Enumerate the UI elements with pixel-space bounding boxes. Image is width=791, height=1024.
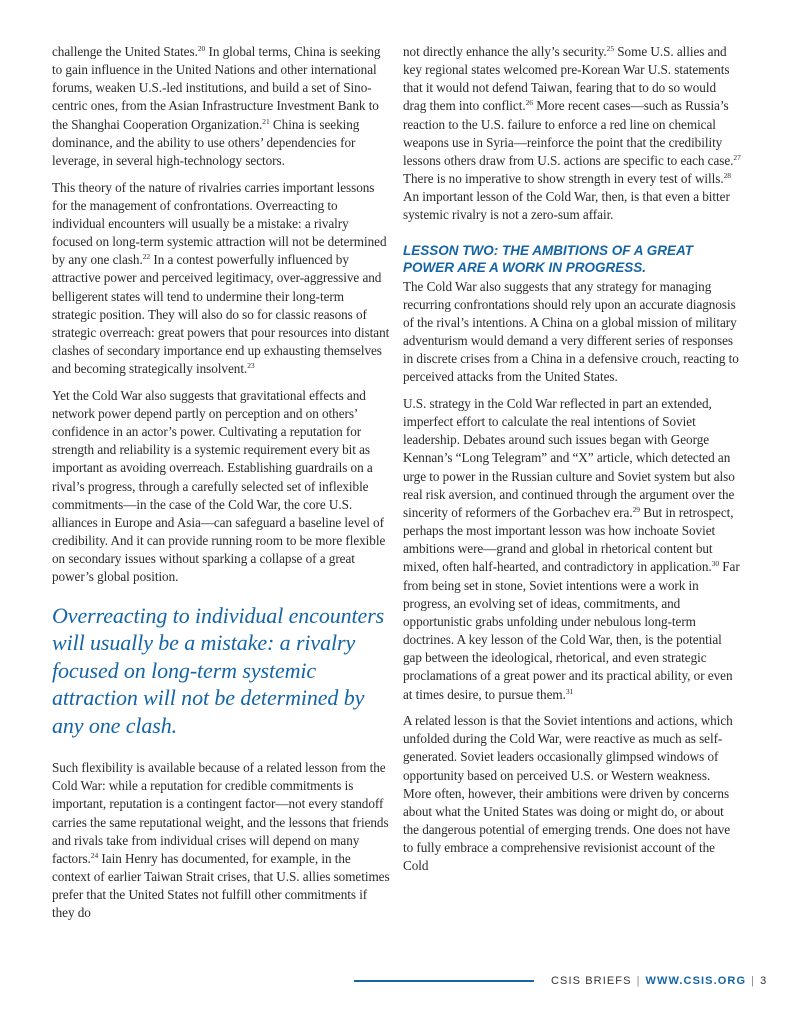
pull-quote: Overreacting to individual encounters will usually be a mistake: a rivalry focused on long-term systemic attraction will not be determined by any one clash. bbox=[52, 602, 385, 738]
paragraph bbox=[403, 395, 741, 704]
text: challenge the United States. bbox=[52, 44, 198, 59]
footer-divider: | bbox=[751, 975, 756, 987]
footnote-ref[interactable]: 21 bbox=[262, 116, 270, 126]
paragraph: The Cold War also suggests that any strategy for managing recurring confrontations should rely upon an accurate diagnosis of the rival’s intentions. A China on a global mission of military adventurism would demand a very different series of responses in discrete crises from a China in a defensive crouch, reacting to perceived attacks from the United States. bbox=[403, 278, 739, 385]
website-link[interactable]: WWW.CSIS.ORG bbox=[645, 975, 747, 987]
footnote-ref[interactable]: 28 bbox=[723, 171, 732, 181]
text: In global terms, China is seeking to gain influence in the United Nations and other international forums, weaken U.S.-led institutions, and build a set of Sino-centric ones, from the Asian Infrastructure Investment Bank to the Shanghai Cooperation Organization. bbox=[52, 44, 381, 132]
footnote-ref[interactable]: 31 bbox=[565, 686, 574, 696]
text: Iain Henry has documented, for example, in the context of earlier Taiwan Strait crises, that U.S. allies sometimes prefer that the United States not fulfill other commitments if they do bbox=[52, 850, 390, 921]
text: China is seeking dominance, and the ability to use others’ dependencies for leverage, in several high-technology sectors. bbox=[52, 116, 360, 168]
text: But in retrospect, perhaps the most important lesson was how inchoate Soviet ambitions were—grand and global in rhetorical content but mixed, often half-hearted, and contradictory in application. bbox=[403, 504, 734, 575]
text: not directly enhance the ally’s security. bbox=[403, 44, 607, 59]
footer-divider: | bbox=[636, 975, 641, 987]
footnote-ref[interactable]: 20 bbox=[197, 44, 206, 53]
left-column bbox=[52, 43, 390, 931]
text: An important lesson of the Cold War, then, is that even a bitter systemic rivalry is not a zero-sum affair. bbox=[403, 189, 730, 223]
footnote-ref[interactable]: 27 bbox=[733, 152, 741, 162]
text: Far from being set in stone, Soviet intentions were a work in progress, an evolving set of ideas, commitments, and opportunistic grabs unfolding under nebulous long-term doctrines. A key lesson of the Cold War, then, is the potential gap between the ideological, rhetorical, and even strategic proclamations of a great power and its practical ability, or even at times desire, to pursue them. bbox=[403, 559, 740, 702]
footer-rule bbox=[354, 980, 534, 982]
text: In a contest powerfully influenced by attractive power and perceived legitimacy, over-aggressive and belligerent states will tend to undermine their long-term strategic position. They will also do so for classic reasons of strategic overreach: great powers that pour resources into distant clashes of secondary importance end up exhausting themselves and becoming strategically insolvent. bbox=[52, 252, 390, 377]
footnote-ref[interactable]: 25 bbox=[606, 44, 615, 53]
text: Such flexibility is available because of a related lesson from the Cold War: while a reputation for credible commitments is important, reputation is a contingent factor—not every standoff carries the same reputational weight, and the lessons that friends and rivals take from individual crises will depend on many factors. bbox=[52, 760, 389, 866]
paragraph bbox=[52, 43, 390, 170]
text: Some U.S. allies and key regional states welcomed pre-Korean War U.S. statements that it would not defend Taiwan, fearing that to do so would drag them into conflict. bbox=[403, 44, 730, 114]
series-name: CSIS BRIEFS bbox=[551, 975, 632, 987]
paragraph bbox=[52, 759, 390, 922]
right-column bbox=[403, 43, 741, 884]
footnote-ref[interactable]: 22 bbox=[142, 252, 151, 262]
footnote-ref[interactable]: 29 bbox=[632, 504, 640, 514]
text: This theory of the nature of rivalries carries important lessons for the management of confrontations. Overreacting to individual encounters will usually be a mistake: a rivalry focused on long-term systemic attraction will not be determined by any one clash. bbox=[52, 179, 387, 268]
footnote-ref[interactable]: 24 bbox=[90, 850, 99, 860]
paragraph bbox=[52, 179, 390, 379]
footnote-ref[interactable]: 30 bbox=[711, 559, 720, 569]
text: More recent cases—such as Russia’s reaction to the U.S. failure to enforce a red line on chemical weapons use in Syria—reinforce the point that the credibility lessons others draw from U.S. actions are specific to each case. bbox=[403, 98, 734, 168]
paragraph bbox=[403, 43, 741, 225]
footnote-ref[interactable]: 23 bbox=[247, 361, 255, 371]
page-footer bbox=[551, 975, 767, 987]
text: There is no imperative to show strength in every test of wills. bbox=[403, 171, 724, 187]
paragraph: A related lesson is that the Soviet intentions and actions, which unfolded during the Cold War, were reactive as much as self-generated. Soviet leaders occasionally glimpsed windows of opportunity based on perceived U.S. or Western weakness. More often, however, their ambitions were driven by concerns about what the United States was doing or might do, or about the dangerous potential of emerging trends. One does not have to fully embrace a comprehensive revisionist account of the Cold bbox=[403, 713, 733, 874]
footnote-ref[interactable]: 26 bbox=[525, 98, 533, 108]
section-heading: LESSON TWO: THE AMBITIONS OF A GREAT POWER ARE A WORK IN PROGRESS. bbox=[403, 242, 693, 275]
paragraph: Yet the Cold War also suggests that gravitational effects and network power depend partly on perception and on others’ confidence in an actor’s power. Cultivating a reputation for strength and reliability is a systemic requirement every bit as important as avoiding overreach. Establishing guardrails on a rival’s progress, through a carefully selected set of inflexible commitments—in the case of the Cold War, the core U.S. alliances in Europe and Asia—can safeguard a baseline level of credibility. And it can provide running room to be more flexible on secondary issues without sparking a collapse of a great power’s global position. bbox=[52, 387, 386, 585]
text: U.S. strategy in the Cold War reflected in part an extended, imperfect effort to calculate the real intentions of Soviet leadership. Debates around such issues began with George Kennan’s “Long Telegram” and “X” article, which detected an urge to power in the Russian culture and Soviet system but also real risk aversion, and continued through the argument over the sincerity of reformers of the Gorbachev era. bbox=[403, 396, 735, 520]
page-number: 3 bbox=[760, 975, 768, 987]
